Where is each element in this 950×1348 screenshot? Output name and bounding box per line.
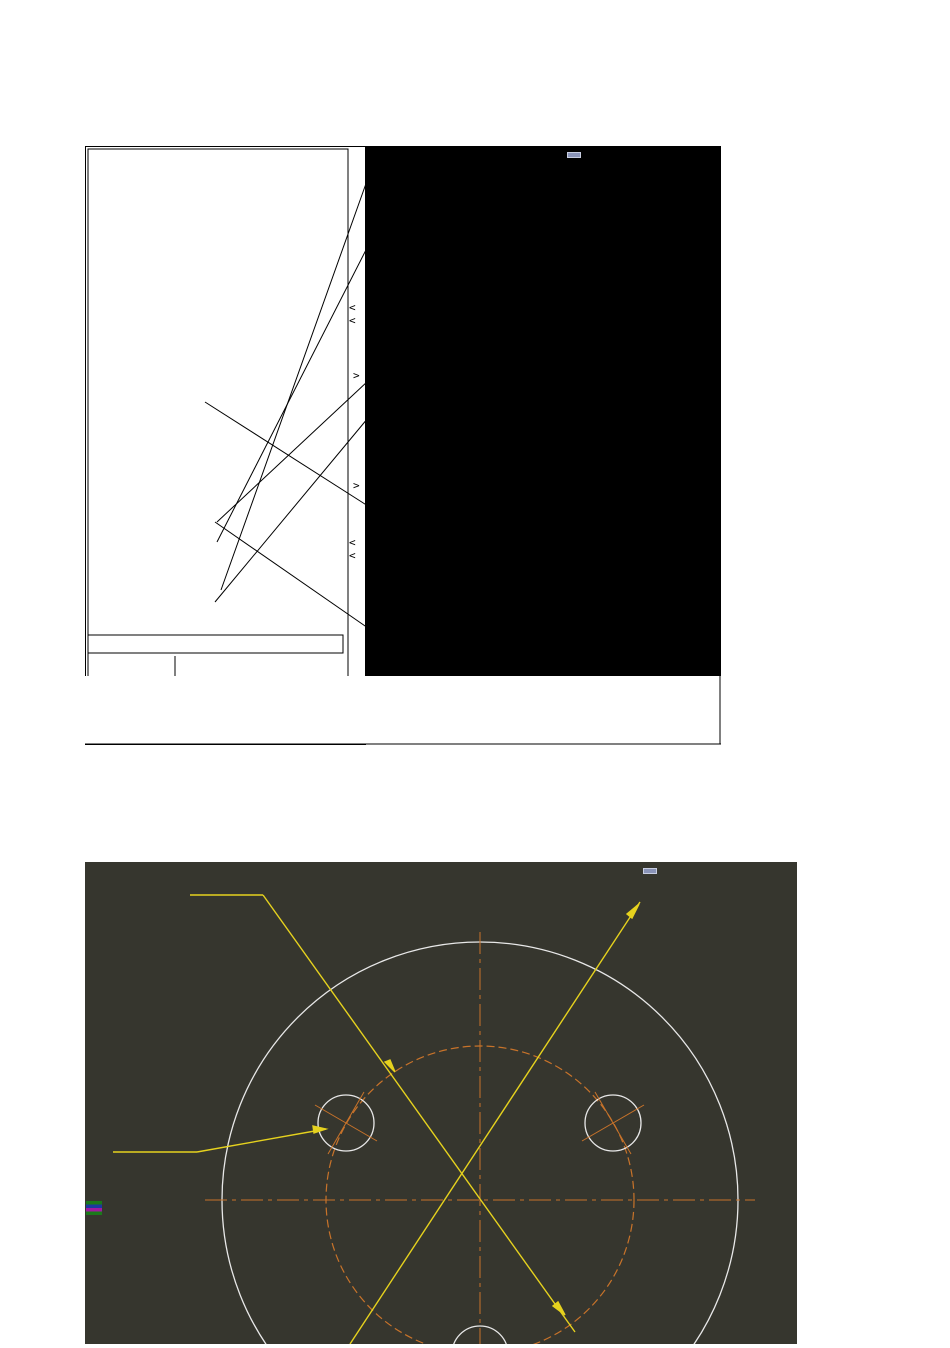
attachment-icon (86, 1201, 102, 1215)
drawing-canvas (85, 862, 797, 1344)
watermark-1 (567, 152, 581, 158)
drawing-screenshot (85, 862, 797, 1344)
watermark-2 (643, 868, 657, 874)
svg-text:>: > (353, 369, 360, 382)
attachment[interactable] (86, 1197, 102, 1218)
bom-screenshot-canvas (85, 146, 721, 746)
svg-text:<: < (349, 301, 356, 314)
bom-screenshot (85, 146, 721, 746)
svg-text:<: < (349, 536, 356, 549)
svg-text:<: < (349, 314, 356, 327)
svg-text:<: < (349, 549, 356, 562)
svg-text:>: > (353, 479, 360, 492)
